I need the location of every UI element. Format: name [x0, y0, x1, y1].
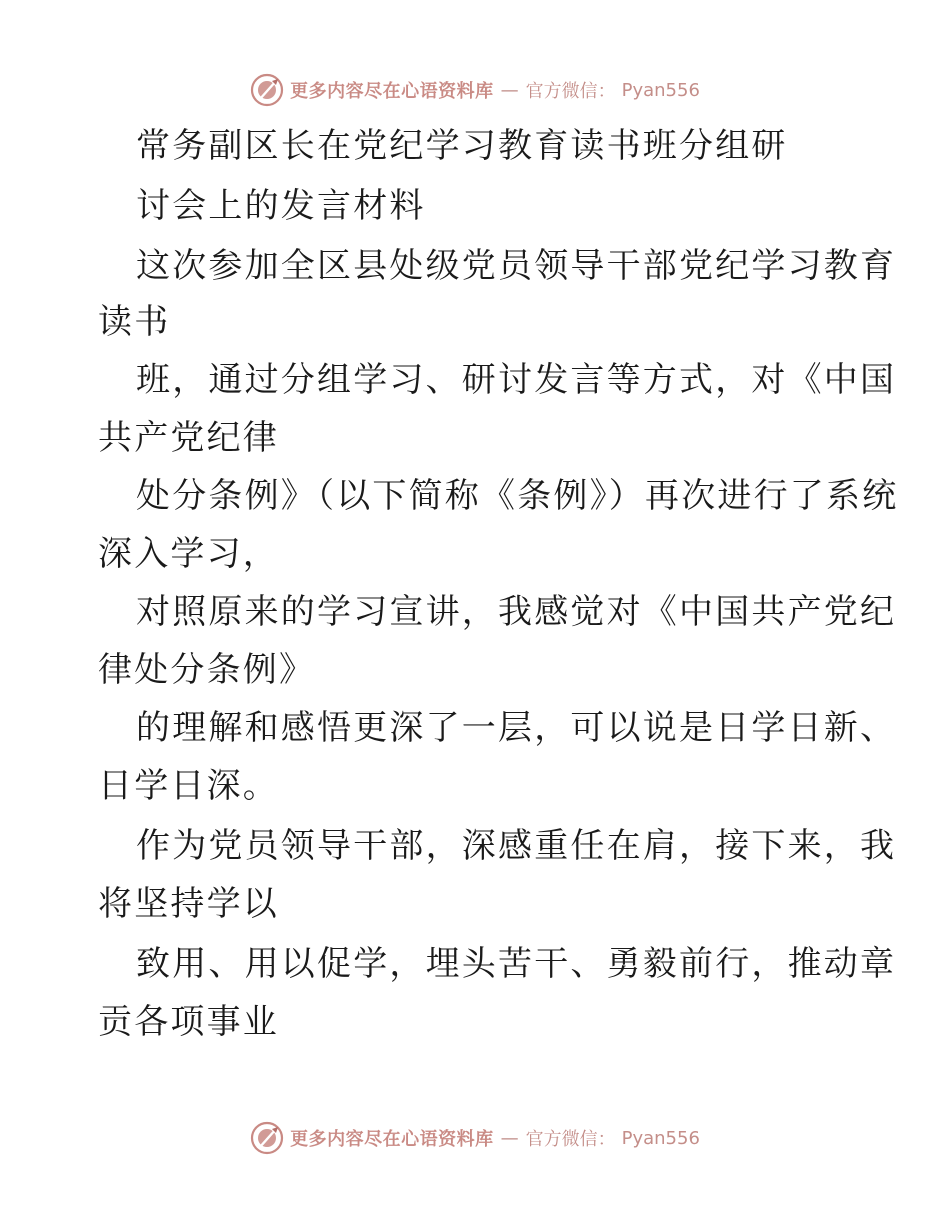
paragraph-line: 这次参加全区县处级党员领导干部党纪学习教育	[136, 246, 897, 286]
banner-wechat-id: Pyan556	[621, 79, 700, 101]
paragraph-line: 深入学习，	[98, 534, 279, 574]
footer-banner	[0, 1118, 950, 1158]
banner-main-text: 更多内容尽在心语资料库	[290, 81, 494, 102]
paragraph-line: 读书	[98, 302, 171, 342]
banner-separator: —	[500, 1127, 519, 1149]
paragraph-line: 致用、用以促学，埋头苦干、勇毅前行，推动章	[136, 944, 897, 984]
paragraph-line: 贡各项事业	[98, 1002, 279, 1042]
paragraph-line: 作为党员领导干部，深感重任在肩，接下来，我	[136, 826, 897, 866]
paragraph-line: 将坚持学以	[98, 884, 279, 924]
quill-seal-logo-icon	[250, 73, 284, 107]
paragraph-line: 班，通过分组学习、研讨发言等方式，对《中国	[136, 360, 897, 400]
paragraph-line: 对照原来的学习宣讲，我感觉对《中国共产党纪	[136, 592, 897, 632]
quill-seal-logo-icon	[250, 1121, 284, 1155]
banner-wechat-label: 官方微信：	[525, 81, 616, 102]
banner-wechat-label: 官方微信：	[525, 1129, 616, 1150]
document-title-line-2: 讨会上的发言材料	[136, 186, 426, 226]
document-title-line-1: 常务副区长在党纪学习教育读书班分组研	[136, 126, 788, 166]
banner-main-text: 更多内容尽在心语资料库	[290, 1129, 494, 1150]
header-banner	[0, 70, 950, 110]
paragraph-line: 的理解和感悟更深了一层，可以说是日学日新、	[136, 708, 897, 748]
banner-wechat-id: Pyan556	[621, 1127, 700, 1149]
banner-separator: —	[500, 79, 519, 101]
paragraph-line: 日学日深。	[98, 766, 279, 806]
paragraph-line: 共产党纪律	[98, 418, 279, 458]
paragraph-line: 律处分条例》	[98, 650, 316, 690]
paragraph-line: 处分条例》（以下简称《条例》）再次进行了系统	[136, 476, 899, 516]
